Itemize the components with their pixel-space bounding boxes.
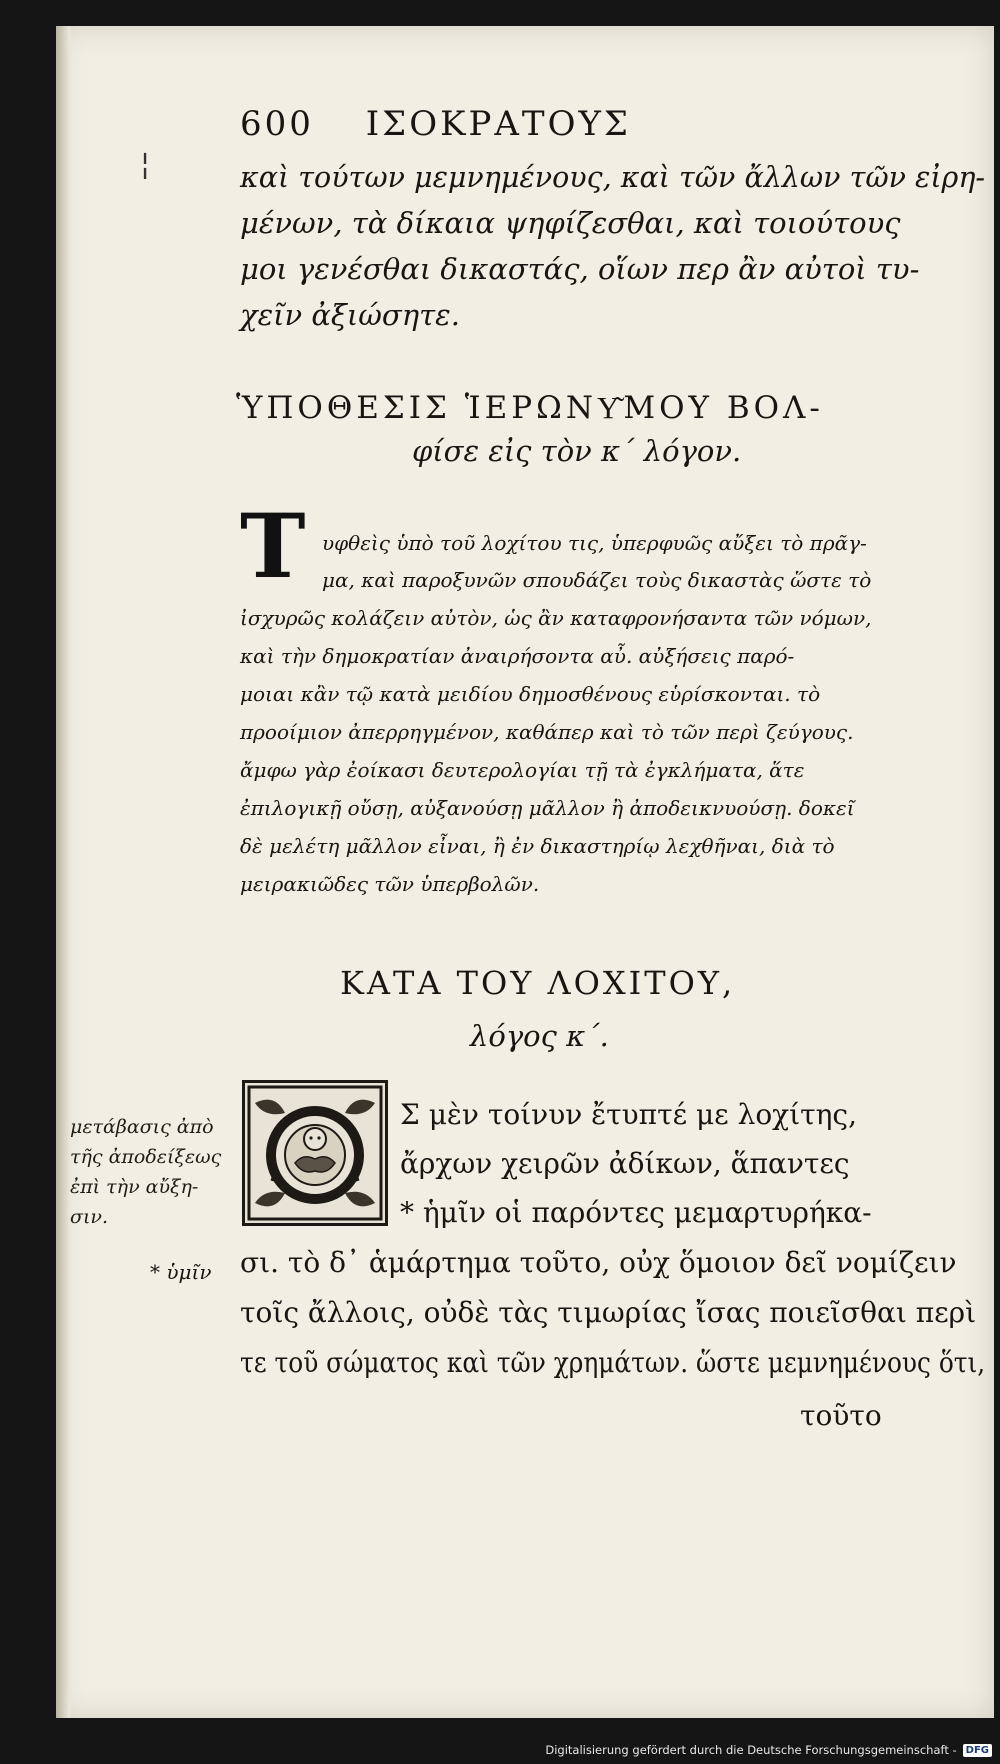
dfg-logo: DFG [963,1744,992,1757]
marginal-note: μετάβασις ἀπὸ [70,1116,214,1138]
page-gutter-shadow [56,26,70,1718]
catchword: τοῦτο [800,1399,882,1432]
running-head-title: ΙΣΟΚΡΑΤΟΥΣ [365,104,631,144]
speech-line: ἄρχων χειρῶν ἀδίκων, ἅπαντες [400,1147,850,1180]
drop-cap-initial: T [240,494,306,598]
hypothesis-subheading: φίσε εἰς τὸν κ΄ λόγον. [412,434,742,468]
marginal-note: σιν. [70,1206,109,1228]
text-line: μοι γενέσθαι δικαστάς, οἵων περ ἂν αὐτοὶ τυ- [240,252,920,286]
woodcut-initial-image [242,1080,388,1226]
credit-text: Digitalisierung gefördert durch die Deutsche Forschungsgemeinschaft - [545,1743,957,1757]
digitization-credit [545,1740,992,1760]
hypothesis-line: ἰσχυρῶς κολάζειν αὐτὸν, ὡς ἂν καταφρονήσαντα τῶν νόμων, [240,606,872,630]
speech-line: σι. τὸ δ᾽ ἁμάρτημα τοῦτο, οὐχ ὅμοιον δεῖ νομίζειν [240,1246,957,1279]
hypothesis-line: υφθεὶς ὑπὸ τοῦ λοχίτου τις, ὑπερφυῶς αὔξει τὸ πρᾶγ- [322,531,867,555]
hypothesis-line: καὶ τὴν δημοκρατίαν ἀναιρήσοντα αὖ. αὐξήσεις παρό- [240,644,795,668]
text-line: καὶ τούτων μεμνημένους, καὶ τῶν ἄλλων τῶν εἰρη- [240,160,986,194]
page-number: 600 [240,104,314,144]
hypothesis-line: μειρακιῶδες τῶν ὑπερβολῶν. [240,872,540,896]
speech-line: Σ μὲν τοίνυν ἔτυπτέ με λοχίτης, [400,1098,857,1131]
hypothesis-line: ἄμφω γὰρ ἐοίκασι δευτερολογίαι τῇ τὰ ἐγκλήματα, ἅτε [240,758,805,782]
text-line: μένων, τὰ δίκαια ψηφίζεσθαι, καὶ τοιούτους [240,206,901,240]
speech-line: τε τοῦ σώματος καὶ τῶν χρημάτων. ὥστε μεμνημένους ὅτι, [240,1346,986,1379]
marginal-variant-note: * ὑμῖν [150,1260,212,1284]
hypothesis-line: μοιαι κἂν τῷ κατὰ μειδίου δημοσθένους εὑρίσκονται. τὸ [240,682,821,706]
speech-line: * ἡμῖν οἱ παρόντες μεμαρτυρήκα- [400,1196,872,1229]
hypothesis-heading: ὙΠΟΘΕΣΙΣ ἹΕΡΩΝΥ͂ΜΟΥ ΒΟΛ- [236,390,824,426]
running-head [240,104,631,144]
text-line: χεῖν ἀξιώσητε. [240,298,460,332]
hypothesis-line: δὲ μελέτη μᾶλλον εἶναι, ἢ ἐν δικαστηρίῳ λεχθῆναι, διὰ τὸ [240,834,835,858]
hypothesis-line: ἐπιλογικῇ οὔσῃ, αὐξανούσῃ μᾶλλον ἢ ἀποδεικνυούσῃ. δοκεῖ [240,796,855,820]
marginal-note: ἐπὶ τὴν αὔξη- [70,1176,199,1198]
speech-heading: ΚΑΤΑ ΤΟΥ ΛΟΧΙΤΟΥ, [340,964,736,1002]
hypothesis-line: προοίμιον ἀπερρηγμένον, καθάπερ καὶ τὸ τῶν περὶ ζεύγους. [240,720,854,744]
margin-tick-mark: ¦ [140,147,151,182]
speech-line: τοῖς ἄλλοις, οὐδὲ τὰς τιμωρίας ἴσας ποιεῖσθαι περὶ [240,1296,977,1329]
hypothesis-line: μα, καὶ παροξυνῶν σπουδάζει τοὺς δικαστὰς ὥστε τὸ [322,568,872,592]
marginal-note: τῆς ἀποδείξεως [70,1146,222,1168]
woodcut-ornament [245,1083,385,1223]
speech-subheading: λόγος κ΄. [470,1019,609,1053]
